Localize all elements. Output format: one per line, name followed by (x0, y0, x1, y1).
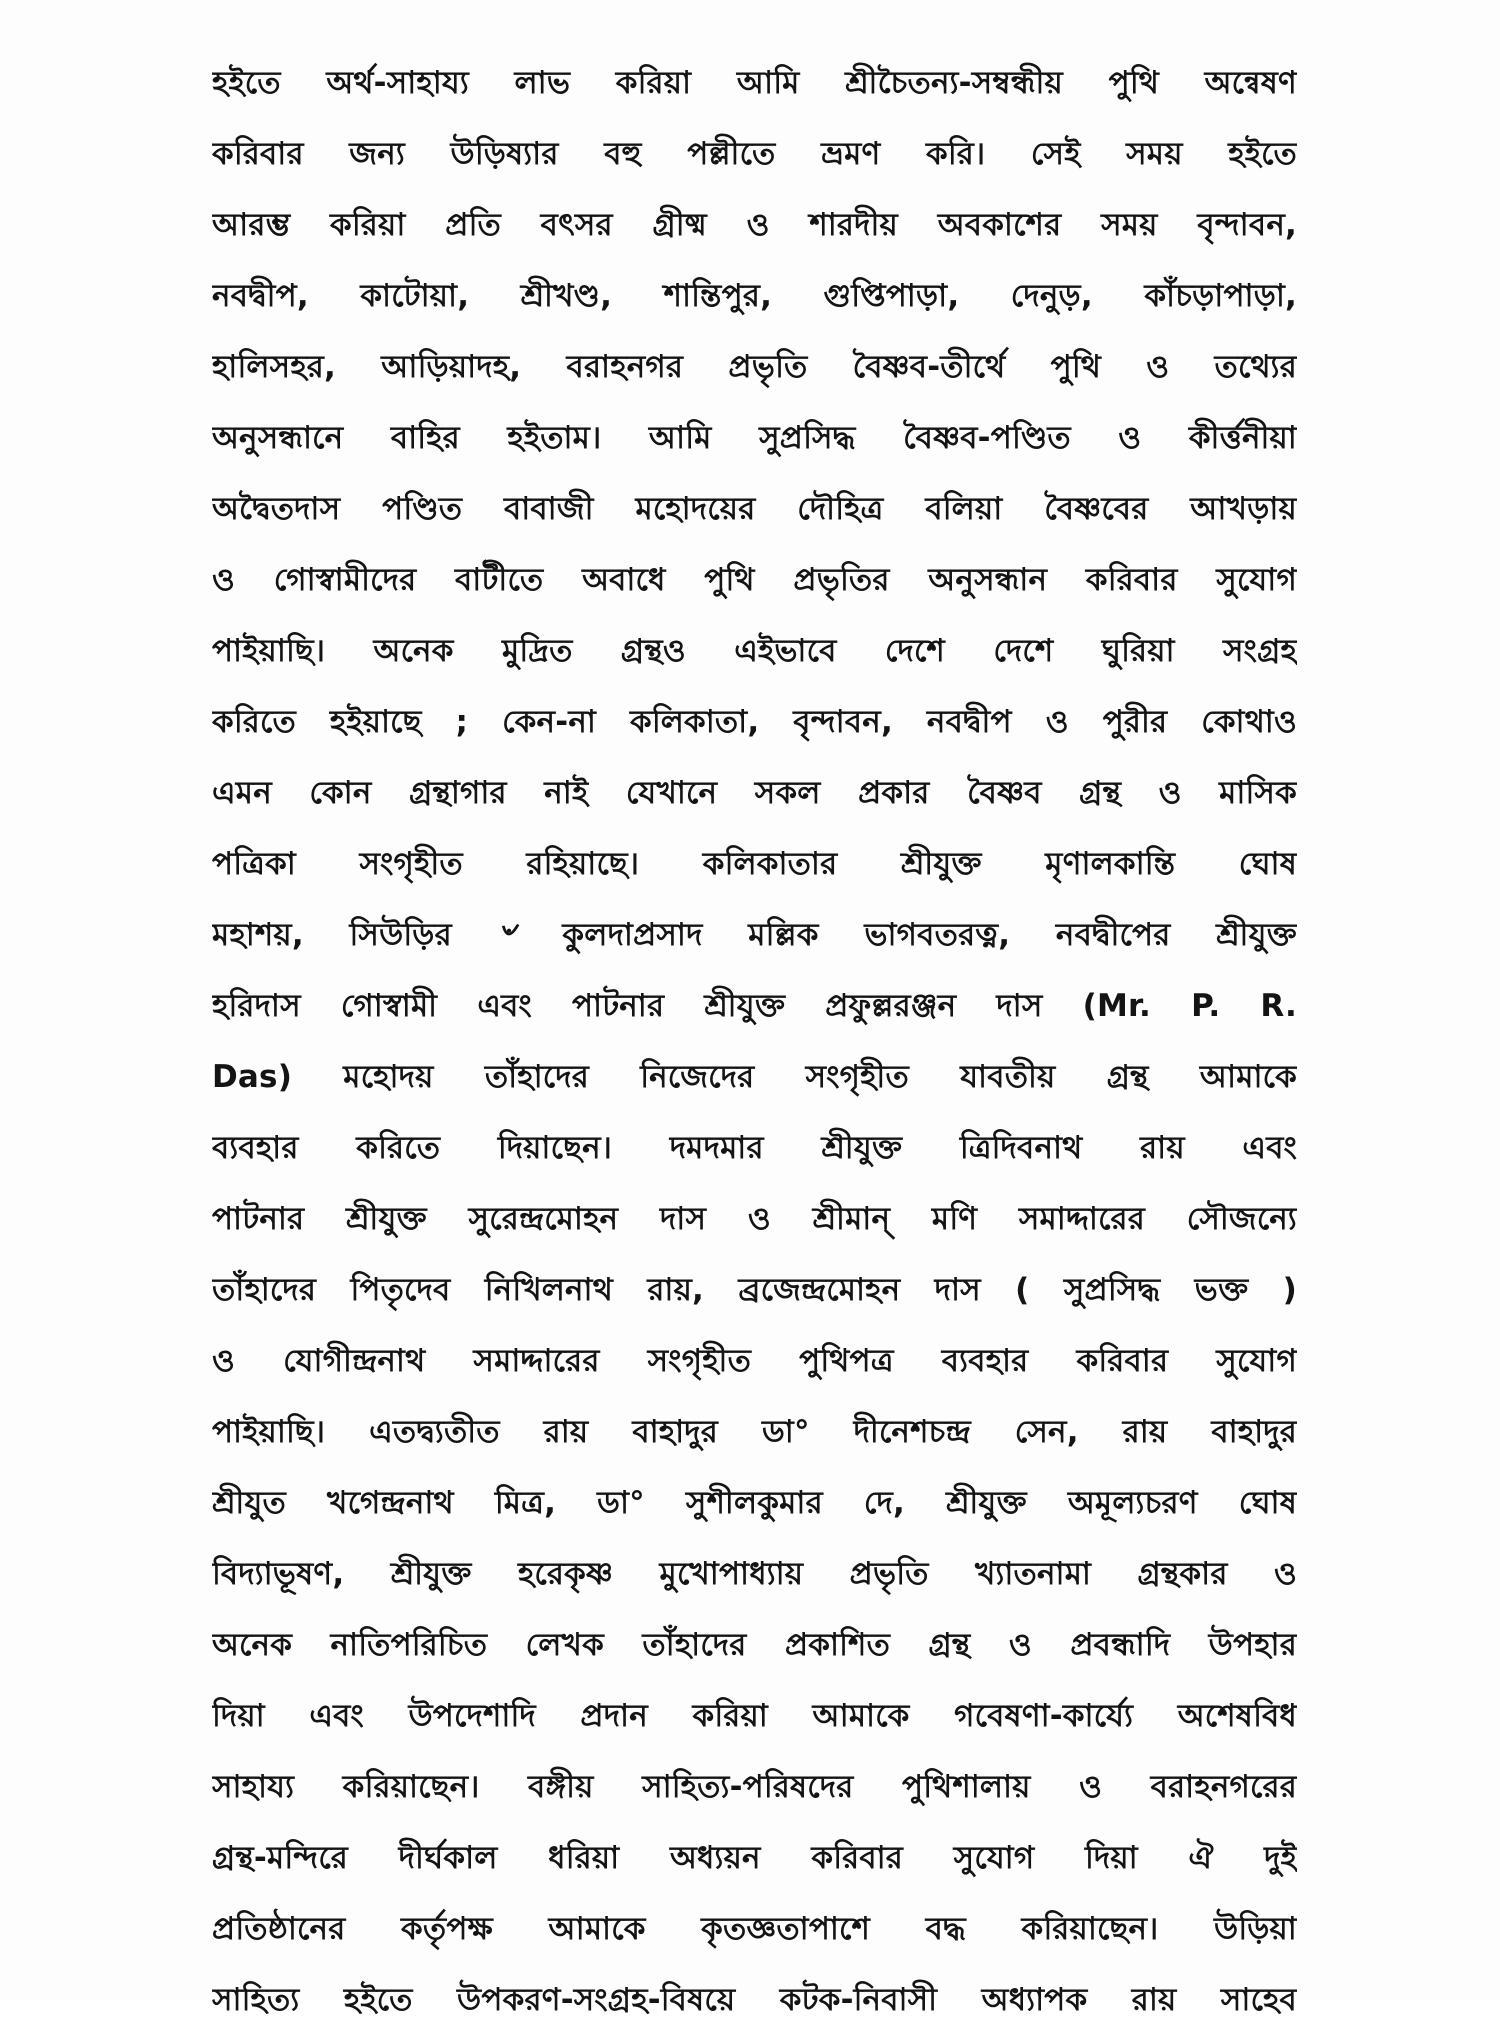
text-line-28: সাহিত্য হইতে উপকরণ-সংগ্রহ-বিষয়ে কটক-নিবাসী অধ্যাপক রায় সাহেব (212, 1982, 1297, 2018)
text-line-23: অনেক নাতিপরিচিত লেখক তাঁহাদের প্রকাশিত গ্রন্থ ও প্রবন্ধাদি উপহার (212, 1627, 1297, 1663)
body-paragraph (212, 48, 1297, 2036)
text-line-12: পত্রিকা সংগৃহীত রহিয়াছে। কলিকাতার শ্রীযুক্ত মৃণালকান্তি ঘোষ (212, 846, 1297, 882)
text-line-21: শ্রীযুত খগেন্দ্রনাথ মিত্র, ডা° সুশীলকুমার দে, শ্রীযুক্ত অমূল্যচরণ ঘোষ (212, 1485, 1297, 1521)
text-line-25: সাহায্য করিয়াছেন। বঙ্গীয় সাহিত্য-পরিষদের পুথিশালায় ও বরাহনগরের (212, 1769, 1297, 1805)
text-line-5: হালিসহর, আড়িয়াদহ, বরাহনগর প্রভৃতি বৈষ্ণব-তীর্থে পুথি ও তথ্যের (212, 349, 1297, 385)
text-line-13: মহাশয়, সিউড়ির ৺ কুলদাপ্রসাদ মল্লিক ভাগবতরত্ন, নবদ্বীপের শ্রীযুক্ত (212, 917, 1297, 953)
text-line-9: পাইয়াছি। অনেক মুদ্রিত গ্রন্থও এইভাবে দেশে দেশে ঘুরিয়া সংগ্রহ (212, 633, 1297, 669)
text-line-11: এমন কোন গ্রন্থাগার নাই যেখানে সকল প্রকার বৈষ্ণব গ্রন্থ ও মাসিক (212, 775, 1297, 811)
text-line-10: করিতে হইয়াছে ; কেন-না কলিকাতা, বৃন্দাবন, নবদ্বীপ ও পুরীর কোথাও (212, 704, 1297, 740)
text-line-7: অদ্বৈতদাস পণ্ডিত বাবাজী মহোদয়ের দৌহিত্র বলিয়া বৈষ্ণবের আখড়ায় (212, 491, 1297, 527)
text-line-1: হইতে অর্থ-সাহায্য লাভ করিয়া আমি শ্রীচৈতন্য-সম্বন্ধীয় পুথি অন্বেষণ (212, 65, 1297, 101)
text-line-6: অনুসন্ধানে বাহির হইতাম। আমি সুপ্রসিদ্ধ বৈষ্ণব-পণ্ডিত ও কীর্ত্তনীয়া (212, 420, 1297, 456)
text-line-14: হরিদাস গোস্বামী এবং পাটনার শ্রীযুক্ত প্রফুল্লরঞ্জন দাস (Mr. P. R. (212, 988, 1297, 1024)
text-line-27: প্রতিষ্ঠানের কর্তৃপক্ষ আমাকে কৃতজ্ঞতাপাশে বদ্ধ করিয়াছেন। উড়িয়া (212, 1911, 1297, 1947)
text-line-2: করিবার জন্য উড়িষ্যার বহু পল্লীতে ভ্রমণ করি। সেই সময় হইতে (212, 136, 1297, 172)
text-line-16: ব্যবহার করিতে দিয়াছেন। দমদমার শ্রীযুক্ত ত্রিদিবনাথ রায় এবং (212, 1130, 1297, 1166)
text-line-20: পাইয়াছি। এতদ্ব্যতীত রায় বাহাদুর ডা° দীনেশচন্দ্র সেন, রায় বাহাদুর (212, 1414, 1297, 1450)
text-line-15: Das) মহোদয় তাঁহাদের নিজেদের সংগৃহীত যাবতীয় গ্রন্থ আমাকে (212, 1059, 1297, 1095)
text-line-8: ও গোস্বামীদের বাটীতে অবাধে পুথি প্রভৃতির অনুসন্ধান করিবার সুযোগ (212, 562, 1297, 598)
text-line-4: নবদ্বীপ, কাটোয়া, শ্রীখণ্ড, শান্তিপুর, গুপ্তিপাড়া, দেনুড়, কাঁচড়াপাড়া, (212, 278, 1297, 314)
text-line-3: আরম্ভ করিয়া প্রতি বৎসর গ্রীষ্ম ও শারদীয় অবকাশের সময় বৃন্দাবন, (212, 207, 1297, 243)
text-line-19: ও যোগীন্দ্রনাথ সমাদ্দারের সংগৃহীত পুথিপত্র ব্যবহার করিবার সুযোগ (212, 1343, 1297, 1379)
text-line-18: তাঁহাদের পিতৃদেব নিখিলনাথ রায়, ব্রজেন্দ্রমোহন দাস ( সুপ্রসিদ্ধ ভক্ত ) (212, 1272, 1297, 1308)
text-line-17: পাটনার শ্রীযুক্ত সুরেন্দ্রমোহন দাস ও শ্রীমান্ মণি সমাদ্দারের সৌজন্যে (212, 1201, 1297, 1237)
text-line-22: বিদ্যাভূষণ, শ্রীযুক্ত হরেকৃষ্ণ মুখোপাধ্যায় প্রভৃতি খ্যাতনামা গ্রন্থকার ও (212, 1556, 1297, 1592)
text-line-24: দিয়া এবং উপদেশাদি প্রদান করিয়া আমাকে গবেষণা-কার্য্যে অশেষবিধ (212, 1698, 1297, 1734)
text-line-26: গ্রন্থ-মন্দিরে দীর্ঘকাল ধরিয়া অধ্যয়ন করিবার সুযোগ দিয়া ঐ দুই (212, 1840, 1297, 1876)
